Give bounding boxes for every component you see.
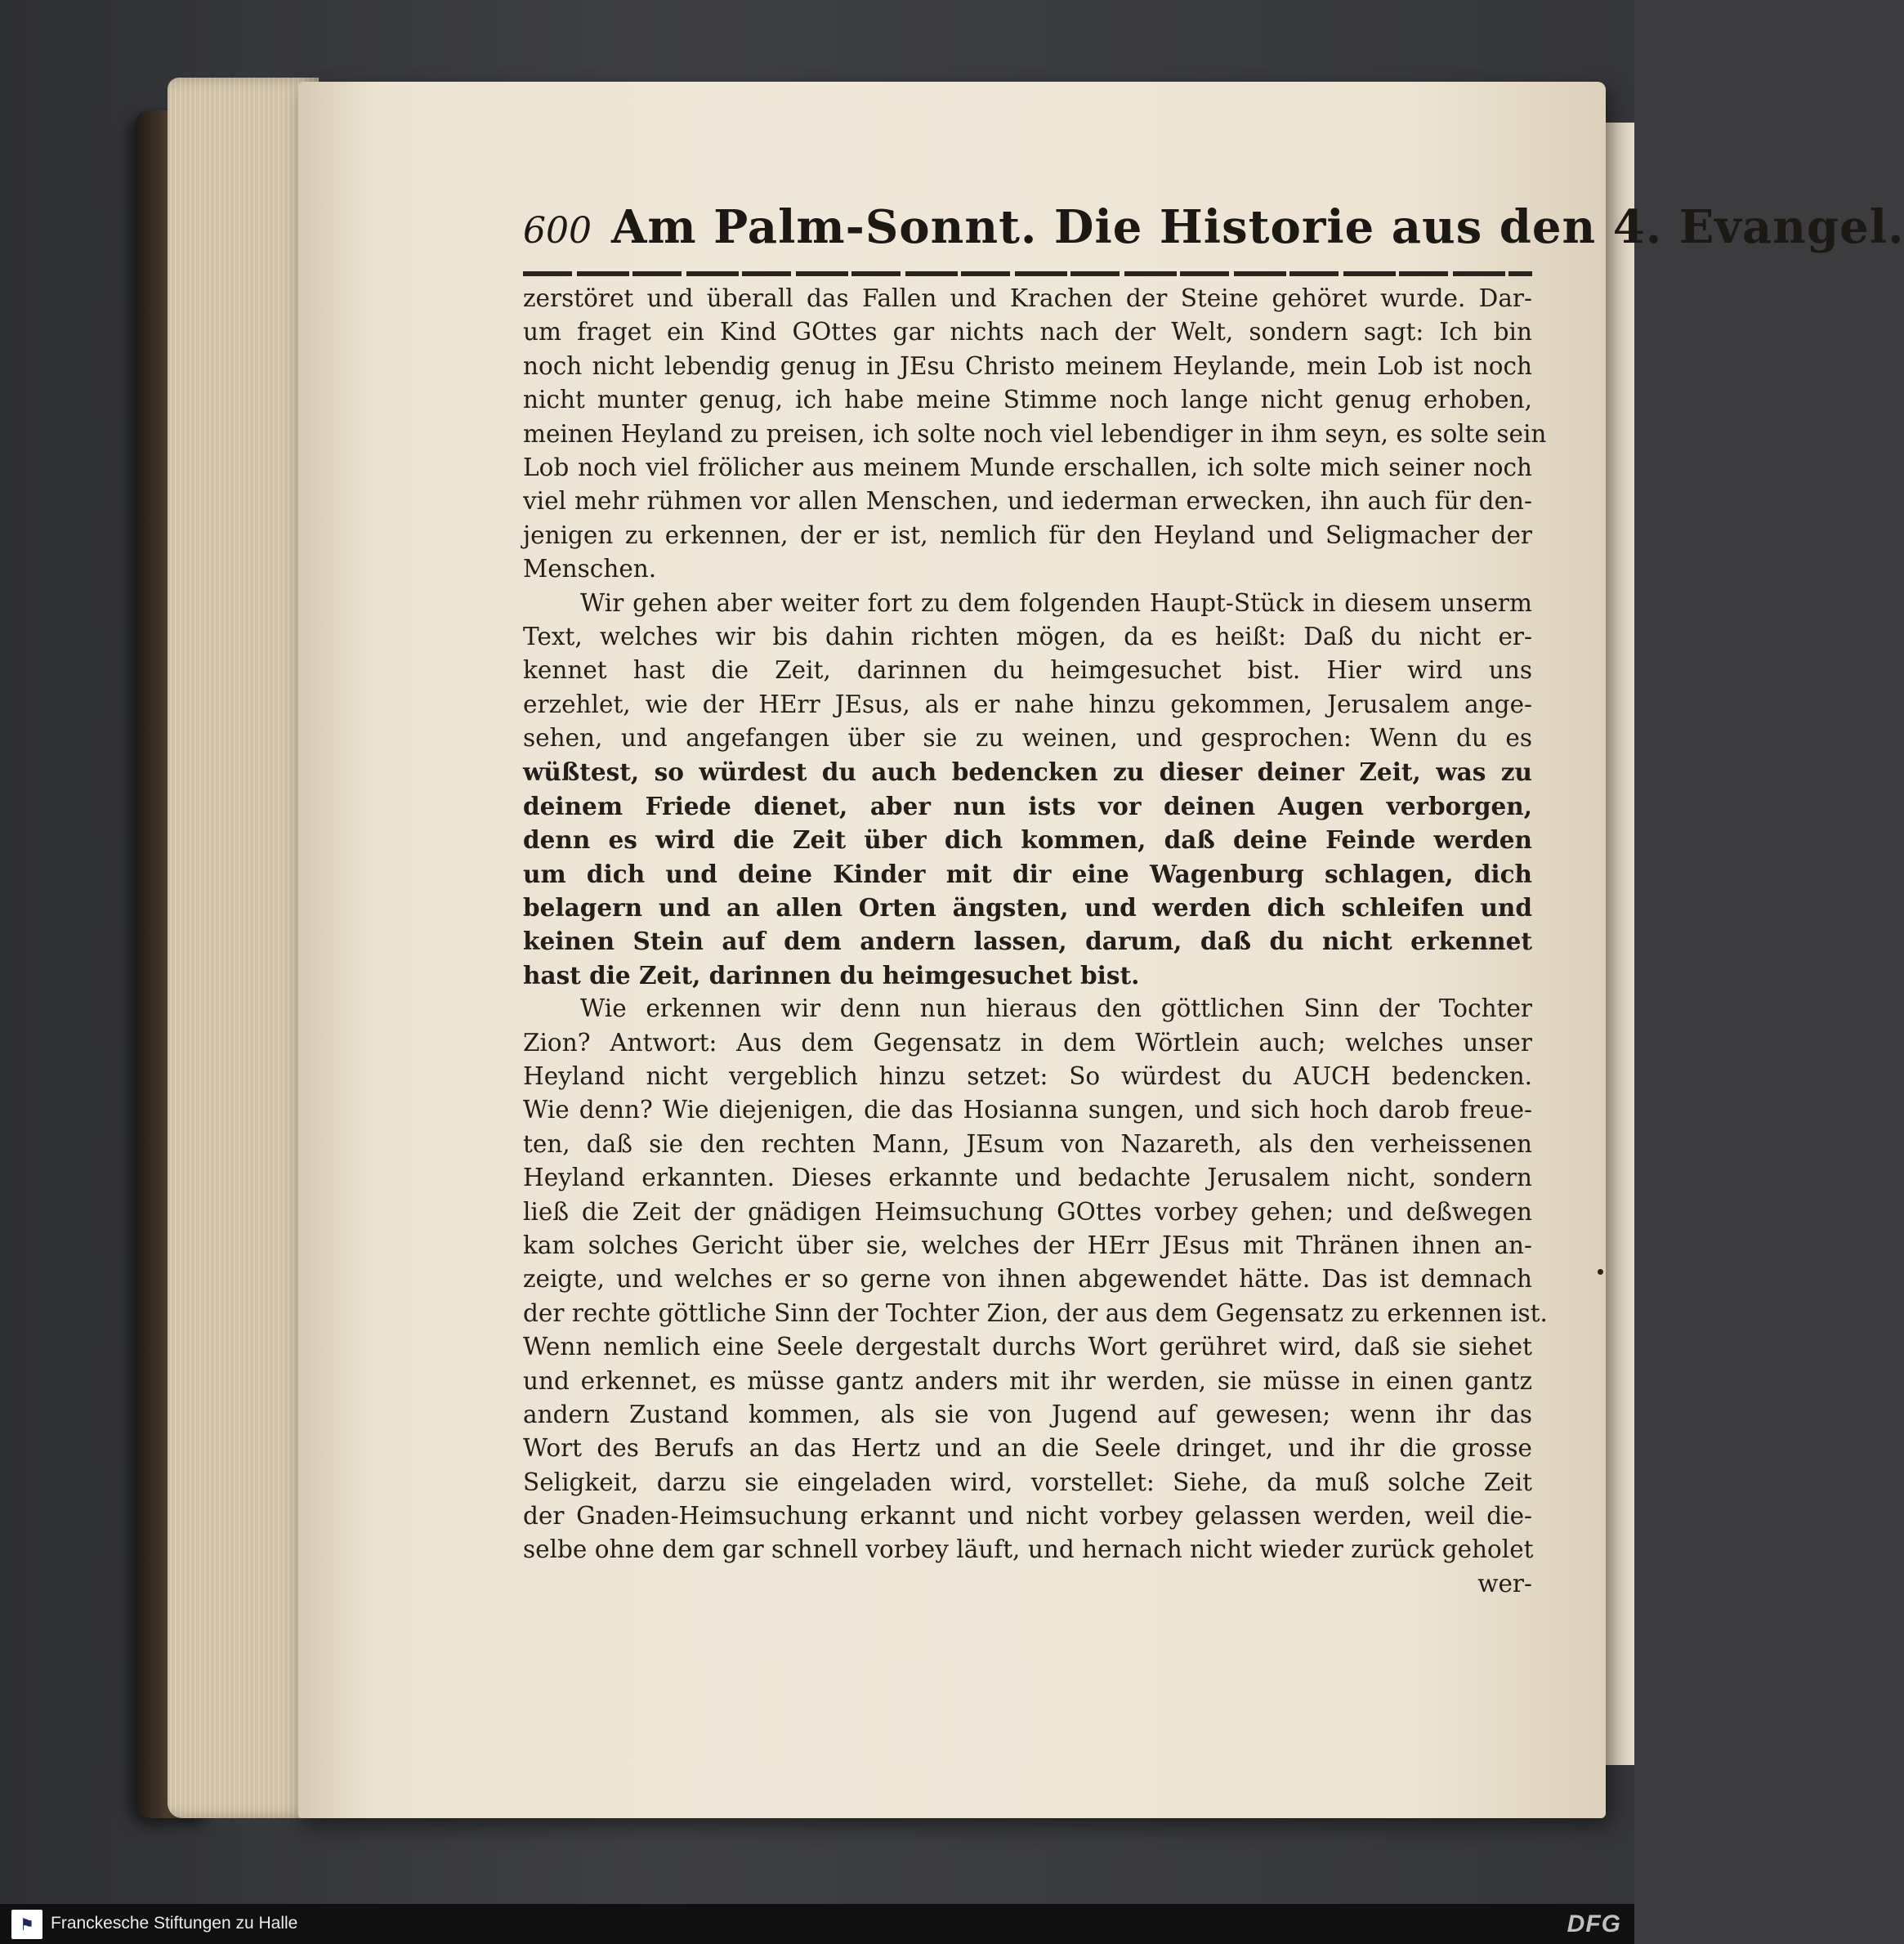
text-line: und erkennet, es müsse gantz anders mit ihr werden, sie müsse in einen gantz <box>523 1366 1532 1395</box>
viewer-footer <box>0 1904 1634 1944</box>
text-line: jenigen zu erkennen, der er ist, nemlich für den Heyland und Seligmacher der <box>523 521 1532 549</box>
text-line: um fraget ein Kind GOttes gar nichts nach der Welt, sondern sagt: Ich bin <box>523 318 1532 346</box>
text-line: um dich und deine Kinder mit dir eine Wagenburg schlagen, dich <box>523 859 1532 888</box>
text-line: denn es wird die Zeit über dich kommen, daß deine Feinde werden <box>523 825 1532 855</box>
page-header <box>523 200 1904 266</box>
text-line: erzehlet, wie der HErr JEsus, als er nahe hinzu gekommen, Jerusalem ange- <box>523 690 1532 718</box>
text-line: andern Zustand kommen, als sie von Jugend auf gewesen; wenn ihr das <box>523 1400 1532 1428</box>
book-page-edges <box>168 78 319 1818</box>
text-line: belagern und an allen Orten ängsten, und werden dich schleifen und <box>523 893 1532 923</box>
text-line: der Gnaden-Heimsuchung erkannt und nicht vorbey gelassen werden, weil die- <box>523 1502 1532 1531</box>
running-title: Am Palm-Sonnt. Die Historie aus den 4. Evangel. <box>610 200 1904 254</box>
text-line: ließ die Zeit der gnädigen Heimsuchung GOttes vorbey gehen; und deßwegen <box>523 1197 1532 1226</box>
text-line: kennet hast die Zeit, darinnen du heimgesuchet bist. Hier wird uns <box>523 656 1532 685</box>
text-line: Seligkeit, darzu sie eingeladen wird, vorstellet: Siehe, da muß solche Zeit <box>523 1468 1532 1496</box>
francke-foundation-logo-icon: ⚑ <box>11 1910 42 1939</box>
text-line: nicht munter genug, ich habe meine Stimme noch lange nicht genug erhoben, <box>523 386 1532 414</box>
text-line: der rechte göttliche Sinn der Tochter Zion, der aus dem Gegensatz zu erkennen ist. <box>523 1298 1548 1327</box>
text-line: deinem Friede dienet, aber nun ists vor deinen Augen verborgen, <box>523 791 1532 820</box>
text-line: Wir gehen aber weiter fort zu dem folgenden Haupt-Stück in diesem unserm <box>580 588 1532 617</box>
text-line: Zion? Antwort: Aus dem Gegensatz in dem Wörtlein auch; welches unser <box>523 1028 1532 1057</box>
text-line: zeigte, und welches er so gerne von ihnen abgewendet hätte. Das ist demnach <box>523 1265 1532 1294</box>
dfg-logo: DFG <box>1567 1910 1621 1937</box>
text-line: selbe ohne dem gar schnell vorbey läuft, und hernach nicht wieder zurück geholet <box>523 1535 1534 1564</box>
text-line: Lob noch viel frölicher aus meinem Munde erschallen, ich solte mich seiner noch <box>523 453 1532 481</box>
text-line: meinen Heyland zu preisen, ich solte noch viel lebendiger in ihm seyn, es solte sein <box>523 419 1547 448</box>
text-line: Wenn nemlich eine Seele dergestalt durchs Wort gerühret wird, daß sie siehet <box>523 1333 1532 1361</box>
text-line: Wort des Berufs an das Hertz und an die Seele dringet, und ihr die grosse <box>523 1434 1532 1463</box>
text-line: viel mehr rühmen vor allen Menschen, und iederman erwecken, ihn auch für den- <box>523 487 1532 516</box>
text-line: wüßtest, so würdest du auch bedencken zu dieser deiner Zeit, was zu <box>523 757 1532 787</box>
text-line: sehen, und angefangen über sie zu weinen, und gesprochen: Wenn du es <box>523 724 1532 753</box>
text-line: Heyland erkannten. Dieses erkannte und bedachte Jerusalem nicht, sondern <box>523 1164 1532 1192</box>
text-line: noch nicht lebendig genug in JEsu Christo meinem Heylande, mein Lob ist noch <box>523 351 1532 380</box>
institution-name: Franckesche Stiftungen zu Halle <box>51 1914 298 1933</box>
text-line: Wie denn? Wie diejenigen, die das Hosianna sungen, und sich hoch darob freue- <box>523 1096 1532 1124</box>
text-line: Heyland nicht vergeblich hinzu setzet: So würdest du AUCH bedencken. <box>523 1061 1532 1090</box>
page-number: 600 <box>523 210 592 252</box>
text-line: ten, daß sie den rechten Mann, JEsum von Nazareth, als den verheissenen <box>523 1129 1532 1158</box>
text-line: Wie erkennen wir denn nun hieraus den göttlichen Sinn der Tochter <box>580 994 1532 1023</box>
text-line: Text, welches wir bis dahin richten mögen, da es heißt: Daß du nicht er- <box>523 622 1532 650</box>
body-text <box>523 282 1548 1601</box>
text-line: Menschen. <box>523 555 657 583</box>
ink-dot <box>1598 1269 1603 1275</box>
text-line: zerstöret und überall das Fallen und Krachen der Steine gehöret wurde. Dar- <box>523 284 1532 312</box>
text-line: hast die Zeit, darinnen du heimgesuchet bist. <box>523 960 1140 990</box>
header-rule <box>523 271 1532 276</box>
text-line: kam solches Gericht über sie, welches der HErr JEsus mit Thränen ihnen an- <box>523 1231 1532 1259</box>
text-line: wer- <box>1477 1569 1532 1598</box>
text-line: keinen Stein auf dem andern lassen, darum, daß du nicht erkennet <box>523 927 1532 956</box>
